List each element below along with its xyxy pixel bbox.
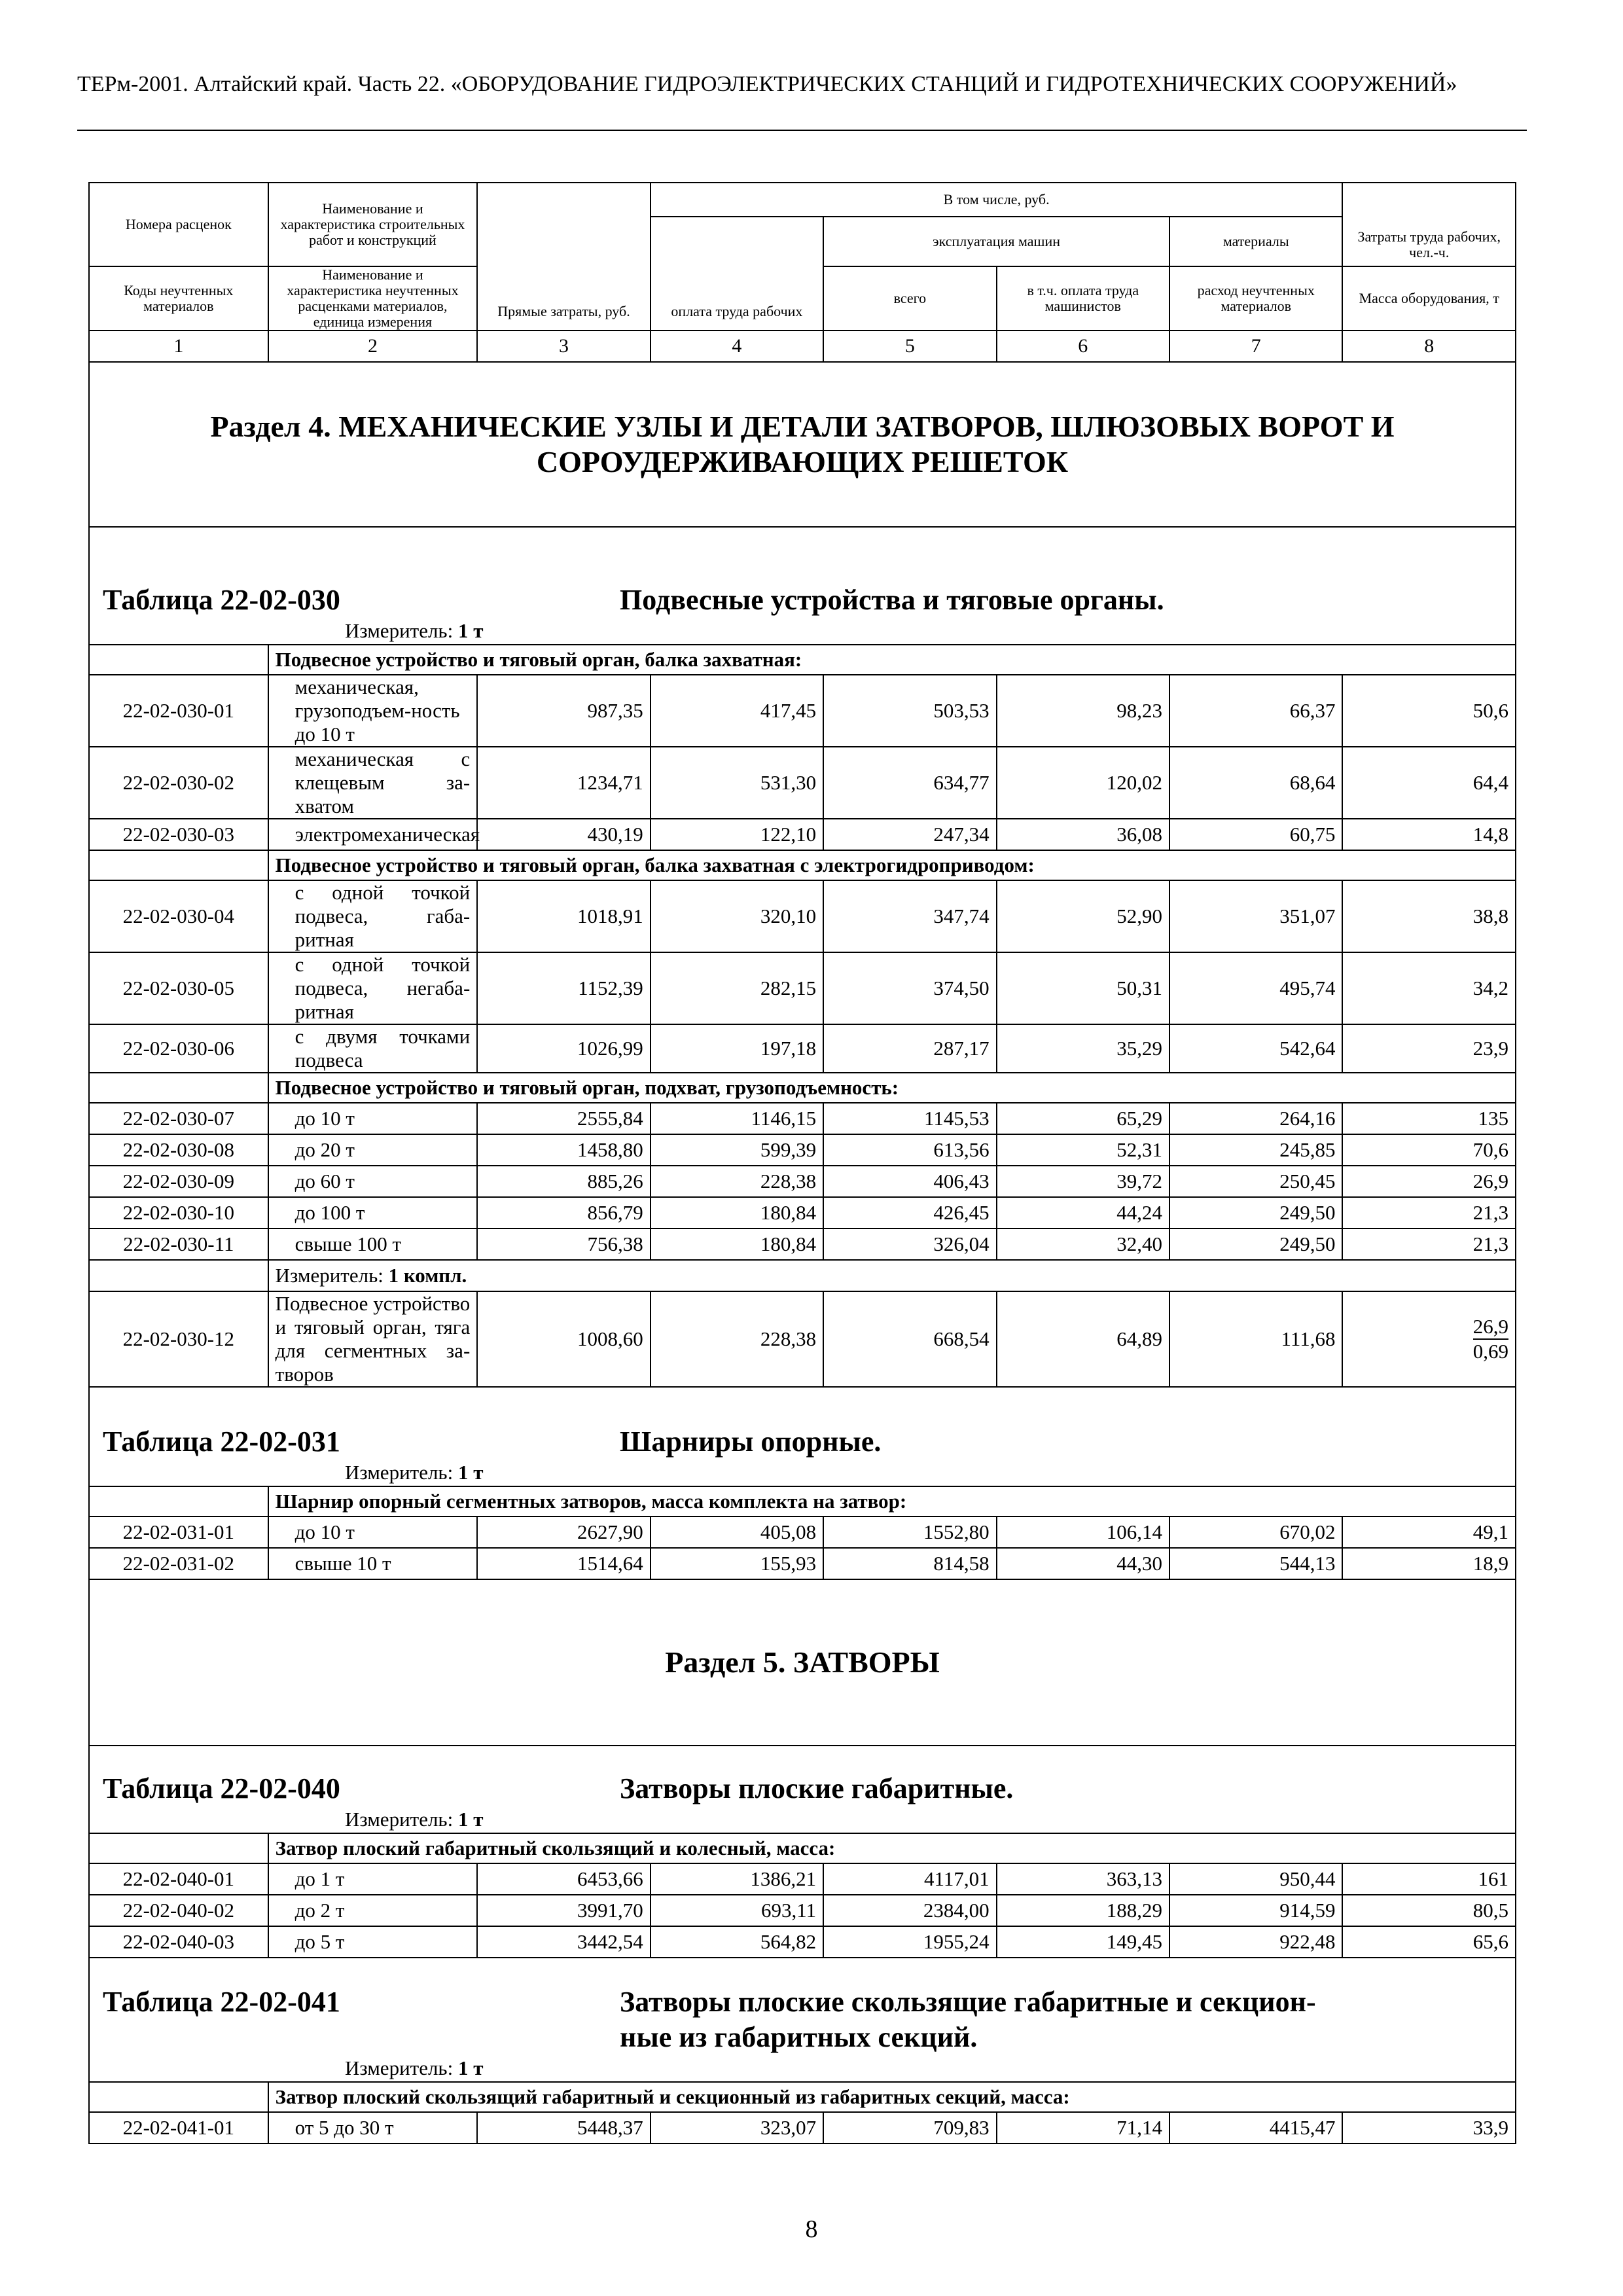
machines-total: 2384,00 xyxy=(823,1895,996,1926)
labor-pay: 228,38 xyxy=(651,1291,823,1387)
labor-pay: 282,15 xyxy=(651,952,823,1024)
work-name: до 10 т xyxy=(268,1516,478,1548)
machinists-pay: 106,14 xyxy=(997,1516,1169,1548)
column-number: 7 xyxy=(1169,331,1342,362)
rate-code: 22-02-031-02 xyxy=(89,1548,268,1579)
machines-total: 668,54 xyxy=(823,1291,996,1387)
work-name: с двумя точками подвеса xyxy=(268,1024,478,1073)
column-number: 3 xyxy=(477,331,650,362)
machinists-pay: 52,90 xyxy=(997,880,1169,952)
labor-pay: 531,30 xyxy=(651,747,823,819)
machinists-pay: 44,24 xyxy=(997,1197,1169,1229)
machines-total: 4117,01 xyxy=(823,1863,996,1895)
column-number: 5 xyxy=(823,331,996,362)
table-row xyxy=(89,1548,1516,1579)
machines-total: 326,04 xyxy=(823,1229,996,1260)
header-rule xyxy=(77,130,1527,131)
equipment-mass: 26,9 xyxy=(1342,1166,1516,1197)
labor-pay: 1386,21 xyxy=(651,1863,823,1895)
materials-cost: 4415,47 xyxy=(1169,2112,1342,2144)
equipment-mass: 135 xyxy=(1342,1103,1516,1134)
labor-pay: 323,07 xyxy=(651,2112,823,2144)
machinists-pay: 149,45 xyxy=(997,1926,1169,1958)
table-row xyxy=(89,1291,1516,1387)
col-including: В том числе, руб. xyxy=(651,183,1343,217)
rates-table xyxy=(88,182,1516,2144)
rate-code: 22-02-040-01 xyxy=(89,1863,268,1895)
column-numbers-row xyxy=(89,331,1516,362)
group-heading: Подвесное устройство и тяговый орган, балка захватная: xyxy=(268,645,1516,675)
machines-total: 406,43 xyxy=(823,1166,996,1197)
direct-cost: 430,19 xyxy=(477,819,650,850)
direct-cost: 1514,64 xyxy=(477,1548,650,1579)
machines-total: 374,50 xyxy=(823,952,996,1024)
col-material-name: Наименование и характеристика неучтенных расценками материалов, единица измерения xyxy=(268,266,478,331)
equipment-mass: 49,1 xyxy=(1342,1516,1516,1548)
measure-unit: Измеритель: 1 т xyxy=(345,2056,484,2079)
measure-unit: Измеритель: 1 компл. xyxy=(268,1260,1516,1291)
table-row xyxy=(89,1134,1516,1166)
materials-cost: 68,64 xyxy=(1169,747,1342,819)
group-heading: Подвесное устройство и тяговый орган, подхват, грузоподъемность: xyxy=(268,1073,1516,1103)
col-consumption: расход неучтенных материалов xyxy=(1169,266,1342,331)
col-equip-mass: Масса оборудования, т xyxy=(1342,266,1516,331)
measure-unit: Измеритель: 1 т xyxy=(345,1461,484,1484)
equipment-mass: 161 xyxy=(1342,1863,1516,1895)
direct-cost: 2555,84 xyxy=(477,1103,650,1134)
table-row xyxy=(89,1926,1516,1958)
materials-cost: 922,48 xyxy=(1169,1926,1342,1958)
machinists-pay: 39,72 xyxy=(997,1166,1169,1197)
direct-cost: 1234,71 xyxy=(477,747,650,819)
table-row xyxy=(89,747,1516,819)
col-rate-numbers: Номера расценок xyxy=(89,183,268,266)
direct-cost: 1152,39 xyxy=(477,952,650,1024)
equipment-mass: 65,6 xyxy=(1342,1926,1516,1958)
equipment-mass: 50,6 xyxy=(1342,675,1516,747)
section-4-heading: Раздел 4. МЕХАНИЧЕСКИЕ УЗЛЫ И ДЕТАЛИ ЗАТВОРОВ, ШЛЮЗОВЫХ ВОРОТ И СОРОУДЕРЖИВАЮЩИХ РЕШЕТОК xyxy=(89,362,1516,527)
section-5-heading: Раздел 5. ЗАТВОРЫ xyxy=(89,1579,1516,1746)
machines-total: 503,53 xyxy=(823,675,996,747)
materials-cost: 249,50 xyxy=(1169,1197,1342,1229)
equipment-mass: 64,4 xyxy=(1342,747,1516,819)
equipment-mass: $\frac{26,9}{0,69}$ xyxy=(1342,1291,1516,1387)
machines-total: 1552,80 xyxy=(823,1516,996,1548)
equipment-mass: 33,9 xyxy=(1342,2112,1516,2144)
materials-cost: 111,68 xyxy=(1169,1291,1342,1387)
table-title: Затворы плоские скользящие габаритные и секцион- ные из габаритных секций. xyxy=(620,1986,1316,2053)
work-name: до 5 т xyxy=(268,1926,478,1958)
group-heading: Затвор плоский габаритный скользящий и колесный, масса: xyxy=(268,1833,1516,1863)
group-heading: Подвесное устройство и тяговый орган, балка захватная с электрогидроприводом: xyxy=(268,850,1516,880)
rate-code: 22-02-031-01 xyxy=(89,1516,268,1548)
table-row xyxy=(89,1197,1516,1229)
labor-pay: 564,82 xyxy=(651,1926,823,1958)
direct-cost: 2627,90 xyxy=(477,1516,650,1548)
table-row xyxy=(89,880,1516,952)
labor-pay: 693,11 xyxy=(651,1895,823,1926)
table-row xyxy=(89,1103,1516,1134)
rate-code: 22-02-030-05 xyxy=(89,952,268,1024)
table-row xyxy=(89,952,1516,1024)
materials-cost: 950,44 xyxy=(1169,1863,1342,1895)
equipment-mass: 70,6 xyxy=(1342,1134,1516,1166)
rate-code: 22-02-030-02 xyxy=(89,747,268,819)
machines-total: 1145,53 xyxy=(823,1103,996,1134)
machines-total: 709,83 xyxy=(823,2112,996,2144)
direct-cost: 3991,70 xyxy=(477,1895,650,1926)
table-title: Шарниры опорные. xyxy=(620,1426,882,1458)
machinists-pay: 120,02 xyxy=(997,747,1169,819)
materials-cost: 249,50 xyxy=(1169,1229,1342,1260)
measure-unit: Измеритель: 1 т xyxy=(345,619,484,642)
machinists-pay: 98,23 xyxy=(997,675,1169,747)
machines-total: 814,58 xyxy=(823,1548,996,1579)
machines-total: 426,45 xyxy=(823,1197,996,1229)
materials-cost: 351,07 xyxy=(1169,880,1342,952)
rate-code: 22-02-040-03 xyxy=(89,1926,268,1958)
labor-pay: 320,10 xyxy=(651,880,823,952)
machinists-pay: 64,89 xyxy=(997,1291,1169,1387)
direct-cost: 756,38 xyxy=(477,1229,650,1260)
machinists-pay: 36,08 xyxy=(997,819,1169,850)
direct-cost: 856,79 xyxy=(477,1197,650,1229)
table-number: Таблица 22-02-031 xyxy=(103,1426,340,1458)
table-row xyxy=(89,1863,1516,1895)
materials-cost: 914,59 xyxy=(1169,1895,1342,1926)
group-heading: Шарнир опорный сегментных затворов, масса комплекта на затвор: xyxy=(268,1486,1516,1516)
table-row xyxy=(89,819,1516,850)
direct-cost: 6453,66 xyxy=(477,1863,650,1895)
rate-code: 22-02-030-12 xyxy=(89,1291,268,1387)
table-number: Таблица 22-02-030 xyxy=(103,584,340,616)
col-total: всего xyxy=(823,266,996,331)
labor-pay: 180,84 xyxy=(651,1197,823,1229)
materials-cost: 66,37 xyxy=(1169,675,1342,747)
rate-code: 22-02-030-06 xyxy=(89,1024,268,1073)
table-031-heading xyxy=(89,1387,1516,1486)
equipment-mass: 38,8 xyxy=(1342,880,1516,952)
col-labor-pay: оплата труда рабочих xyxy=(651,217,823,331)
direct-cost: 885,26 xyxy=(477,1166,650,1197)
materials-cost: 264,16 xyxy=(1169,1103,1342,1134)
rate-code: 22-02-041-01 xyxy=(89,2112,268,2144)
work-name: от 5 до 30 т xyxy=(268,2112,478,2144)
column-number: 2 xyxy=(268,331,478,362)
equipment-mass: 21,3 xyxy=(1342,1229,1516,1260)
col-machines: эксплуатация машин xyxy=(823,217,1169,266)
col-direct-costs: Прямые затраты, руб. xyxy=(477,183,650,331)
machines-total: 1955,24 xyxy=(823,1926,996,1958)
machinists-pay: 52,31 xyxy=(997,1134,1169,1166)
direct-cost: 1018,91 xyxy=(477,880,650,952)
labor-pay: 1146,15 xyxy=(651,1103,823,1134)
work-name: электромеханическая xyxy=(268,819,478,850)
rate-code: 22-02-030-01 xyxy=(89,675,268,747)
table-row xyxy=(89,1024,1516,1073)
machinists-pay: 71,14 xyxy=(997,2112,1169,2144)
materials-cost: 670,02 xyxy=(1169,1516,1342,1548)
direct-cost: 3442,54 xyxy=(477,1926,650,1958)
direct-cost: 987,35 xyxy=(477,675,650,747)
equipment-mass: 21,3 xyxy=(1342,1197,1516,1229)
machinists-pay: 363,13 xyxy=(997,1863,1169,1895)
materials-cost: 250,45 xyxy=(1169,1166,1342,1197)
col-labor-costs: Затраты труда рабочих, чел.-ч. xyxy=(1342,183,1516,266)
rate-code: 22-02-030-10 xyxy=(89,1197,268,1229)
equipment-mass: 80,5 xyxy=(1342,1895,1516,1926)
work-name: до 60 т xyxy=(268,1166,478,1197)
machinists-pay: 50,31 xyxy=(997,952,1169,1024)
machines-total: 634,77 xyxy=(823,747,996,819)
labor-pay: 122,10 xyxy=(651,819,823,850)
machinists-pay: 65,29 xyxy=(997,1103,1169,1134)
rate-code: 22-02-030-08 xyxy=(89,1134,268,1166)
direct-cost: 1026,99 xyxy=(477,1024,650,1073)
machinists-pay: 32,40 xyxy=(997,1229,1169,1260)
running-header: ТЕРм-2001. Алтайский край. Часть 22. «ОБОРУДОВАНИЕ ГИДРОЭЛЕКТРИЧЕСКИХ СТАНЦИЙ И ГИДРОТЕХНИЧЕСКИХ СООРУЖЕНИЙ» xyxy=(77,72,1457,96)
materials-cost: 245,85 xyxy=(1169,1134,1342,1166)
work-name: до 20 т xyxy=(268,1134,478,1166)
work-name: до 100 т xyxy=(268,1197,478,1229)
materials-cost: 542,64 xyxy=(1169,1024,1342,1073)
table-title: Затворы плоские габаритные. xyxy=(620,1772,1014,1804)
table-row xyxy=(89,1895,1516,1926)
work-name: механическая с клещевым за-хватом xyxy=(268,747,478,819)
rate-code: 22-02-030-09 xyxy=(89,1166,268,1197)
col-codes: Коды неучтенных материалов xyxy=(89,266,268,331)
table-row xyxy=(89,675,1516,747)
labor-pay: 228,38 xyxy=(651,1166,823,1197)
table-row xyxy=(89,1229,1516,1260)
machinists-pay: 35,29 xyxy=(997,1024,1169,1073)
work-name: свыше 10 т xyxy=(268,1548,478,1579)
column-number: 1 xyxy=(89,331,268,362)
work-name: механическая, грузоподъем-ность до 10 т xyxy=(268,675,478,747)
work-name: с одной точкой подвеса, габа-ритная xyxy=(268,880,478,952)
machines-total: 287,17 xyxy=(823,1024,996,1073)
col-materials: материалы xyxy=(1169,217,1342,266)
column-number: 4 xyxy=(651,331,823,362)
materials-cost: 495,74 xyxy=(1169,952,1342,1024)
labor-pay: 599,39 xyxy=(651,1134,823,1166)
direct-cost: 5448,37 xyxy=(477,2112,650,2144)
work-name: свыше 100 т xyxy=(268,1229,478,1260)
col-work-name: Наименование и характеристика строительных работ и конструкций xyxy=(268,183,478,266)
labor-pay: 417,45 xyxy=(651,675,823,747)
machinists-pay: 188,29 xyxy=(997,1895,1169,1926)
column-number: 8 xyxy=(1342,331,1516,362)
materials-cost: 60,75 xyxy=(1169,819,1342,850)
labor-pay: 155,93 xyxy=(651,1548,823,1579)
measure-unit: Измеритель: 1 т xyxy=(345,1808,484,1831)
direct-cost: 1008,60 xyxy=(477,1291,650,1387)
page-number: 8 xyxy=(805,2215,818,2243)
table-row xyxy=(89,2112,1516,2144)
table-number: Таблица 22-02-040 xyxy=(103,1772,340,1804)
table-number: Таблица 22-02-041 xyxy=(103,1986,340,2018)
rate-code: 22-02-030-03 xyxy=(89,819,268,850)
equipment-mass: 34,2 xyxy=(1342,952,1516,1024)
materials-cost: 544,13 xyxy=(1169,1548,1342,1579)
labor-pay: 405,08 xyxy=(651,1516,823,1548)
equipment-mass: 18,9 xyxy=(1342,1548,1516,1579)
work-name: Подвесное устройство и тяговый орган, тяга для сегментных за-творов xyxy=(268,1291,478,1387)
direct-cost: 1458,80 xyxy=(477,1134,650,1166)
machines-total: 613,56 xyxy=(823,1134,996,1166)
table-041-heading xyxy=(89,1958,1516,2082)
rate-code: 22-02-040-02 xyxy=(89,1895,268,1926)
equipment-mass: 23,9 xyxy=(1342,1024,1516,1073)
table-row xyxy=(89,1166,1516,1197)
column-number: 6 xyxy=(997,331,1169,362)
equipment-mass: 14,8 xyxy=(1342,819,1516,850)
table-title: Подвесные устройства и тяговые органы. xyxy=(620,584,1164,616)
rate-code: 22-02-030-04 xyxy=(89,880,268,952)
machines-total: 247,34 xyxy=(823,819,996,850)
work-name: до 2 т xyxy=(268,1895,478,1926)
machines-total: 347,74 xyxy=(823,880,996,952)
labor-pay: 180,84 xyxy=(651,1229,823,1260)
rate-code: 22-02-030-07 xyxy=(89,1103,268,1134)
work-name: до 10 т xyxy=(268,1103,478,1134)
table-row xyxy=(89,1516,1516,1548)
work-name: до 1 т xyxy=(268,1863,478,1895)
machinists-pay: 44,30 xyxy=(997,1548,1169,1579)
table-030-heading xyxy=(89,527,1516,645)
col-incl-machinists: в т.ч. оплата труда машинистов xyxy=(997,266,1169,331)
work-name: с одной точкой подвеса, негаба-ритная xyxy=(268,952,478,1024)
table-040-heading xyxy=(89,1746,1516,1833)
group-heading: Затвор плоский скользящий габаритный и секционный из габаритных секций, масса: xyxy=(268,2082,1516,2112)
rate-code: 22-02-030-11 xyxy=(89,1229,268,1260)
labor-pay: 197,18 xyxy=(651,1024,823,1073)
